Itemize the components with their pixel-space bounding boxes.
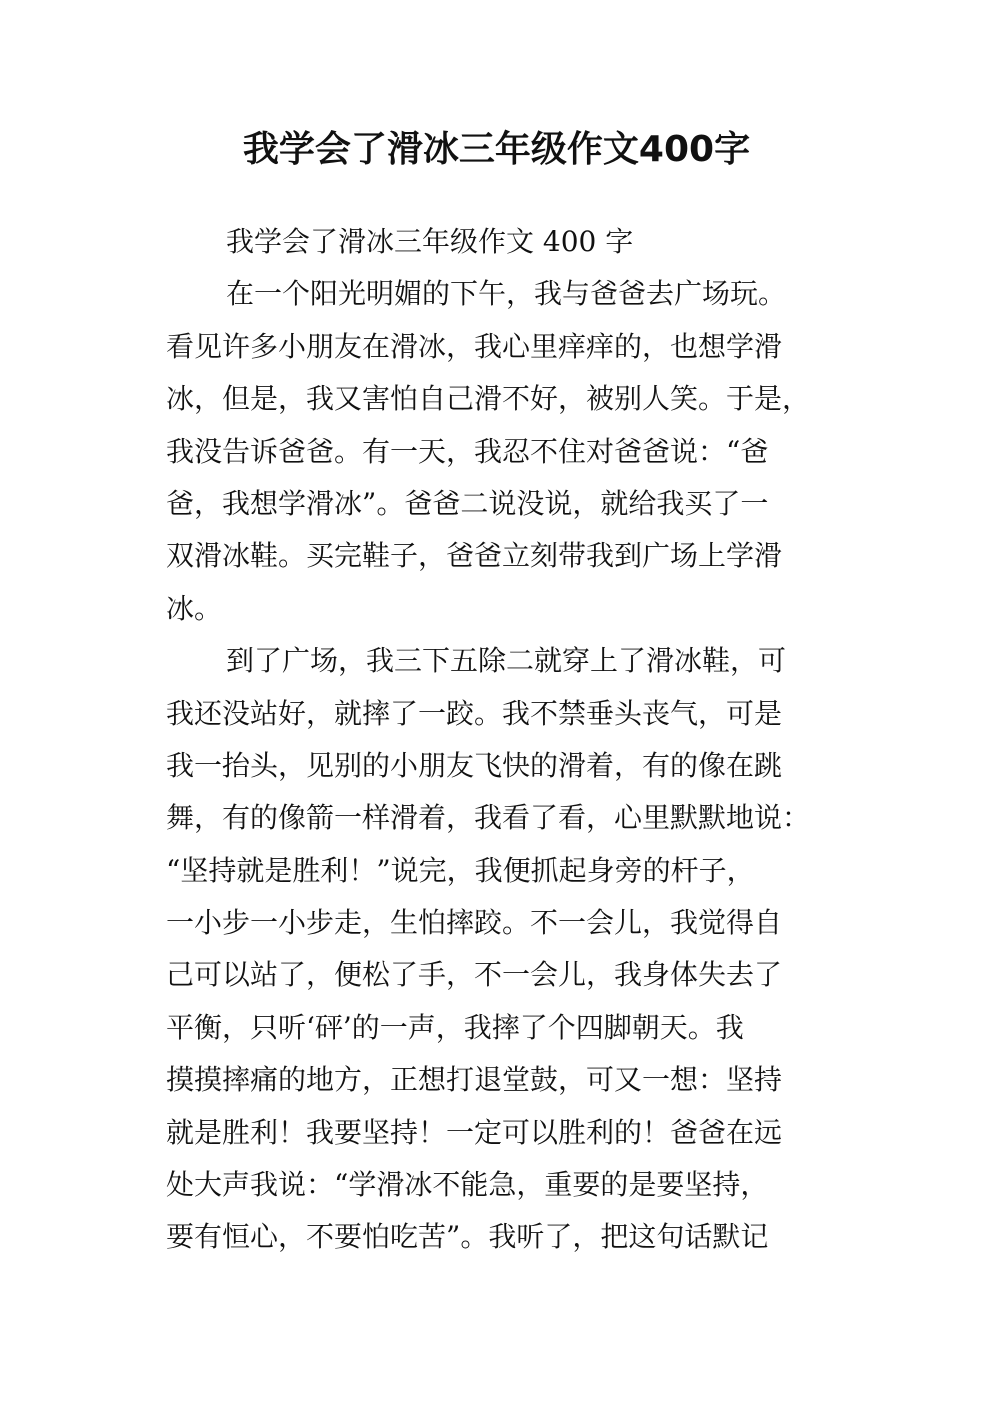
body-line: 我没告诉爸爸。有一天，我忍不住对爸爸说：“爸: [166, 434, 769, 468]
body-line: 到了广场，我三下五除二就穿上了滑冰鞋，可: [226, 644, 787, 678]
body-line: 己可以站了，便松了手，不一会儿，我身体失去了: [166, 958, 783, 992]
body-line: 摸摸摔痛的地方，正想打退堂鼓，可又一想：坚持: [166, 1063, 783, 1097]
body-line: 舞，有的像箭一样滑着，我看了看，心里默默地说：: [166, 801, 811, 835]
body-line: 冰。: [166, 591, 223, 625]
body-line: “坚持就是胜利！”说完，我便抓起身旁的杆子，: [166, 853, 755, 887]
body-line: 在一个阳光明媚的下午，我与爸爸去广场玩。: [226, 277, 787, 311]
body-line: 平衡，只听‘砰’的一声，我摔了个四脚朝天。我: [166, 1010, 744, 1044]
body-line: 要有恒心，不要怕吃苦”。我听了，把这句话默记: [166, 1220, 769, 1254]
body-line: 双滑冰鞋。买完鞋子，爸爸立刻带我到广场上学滑: [166, 539, 783, 573]
body-line: 我还没站好，就摔了一跤。我不禁垂头丧气，可是: [166, 696, 783, 730]
body-line: 冰，但是，我又害怕自己滑不好，被别人笑。于是，: [166, 382, 811, 416]
body-line: 处大声我说：“学滑冰不能急，重要的是要坚持，: [166, 1168, 769, 1202]
body-line: 我一抬头，见别的小朋友飞快的滑着，有的像在跳: [166, 748, 783, 782]
body-line: 我学会了滑冰三年级作文 400 字: [226, 225, 634, 258]
body-line: 看见许多小朋友在滑冰，我心里痒痒的，也想学滑: [166, 329, 783, 363]
body-line: 一小步一小步走，生怕摔跤。不一会儿，我觉得自: [166, 906, 783, 940]
document-body: [166, 216, 836, 1264]
body-line: 爸，我想学滑冰”。爸爸二说没说，就给我买了一: [166, 486, 769, 520]
body-line: 就是胜利！我要坚持！一定可以胜利的！爸爸在远: [166, 1115, 783, 1149]
document-title: 我学会了滑冰三年级作文400字: [242, 129, 751, 170]
